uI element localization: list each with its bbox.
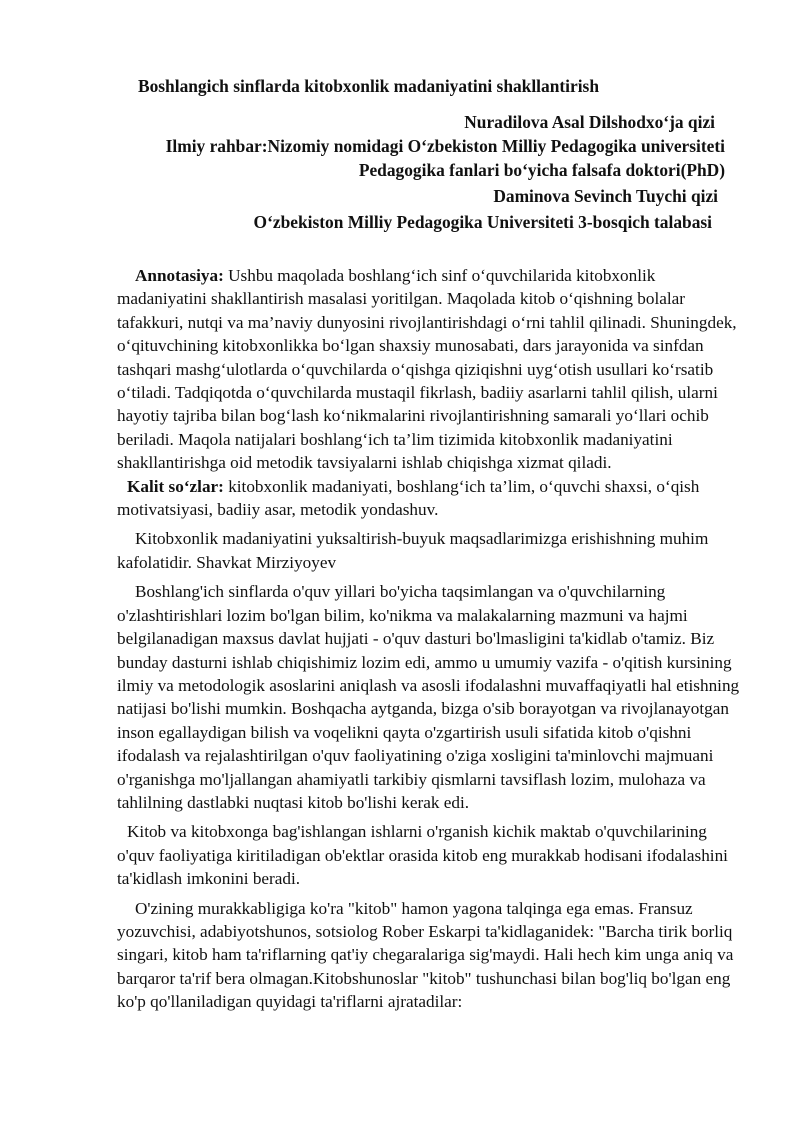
- supervisor-degree: Pedagogika fanlari bo‘yicha falsafa doktori(PhD): [358, 160, 725, 180]
- epigraph-paragraph: Kitobxonlik madaniyatini yuksaltirish-buyuk maqsadlarimizga erishishning muhim kafolatidir. Shavkat Mirziyoyev: [117, 529, 709, 572]
- keywords-text: kitobxonlik madaniyati, boshlang‘ich ta’lim, o‘quvchi shaxsi, o‘qish motivatsiyasi, badiiy asar, metodik yondashuv.: [117, 476, 700, 520]
- coauthor-name: Daminova Sevinch Tuychi qizi: [493, 186, 718, 206]
- author-name: Nuradilova Asal Dilshodxo‘ja qizi: [464, 112, 715, 132]
- coauthor-affiliation: O‘zbekiston Milliy Pedagogika Universiteti 3-bosqich talabasi: [253, 212, 712, 232]
- article-title: Boshlangich sinflarda kitobxonlik madaniyatini shakllantirish: [138, 76, 599, 96]
- body-paragraph: Kitob va kitobxonga bag'ishlangan ishlarni o'rganish kichik maktab o'quvchilarining o'quv faoliyatiga kiritiladigan ob'ektlar orasida kitob eng murakkab hodisani ifodalashini ta'kidlash imkonini beradi.: [117, 822, 728, 889]
- article-body: [117, 264, 747, 1014]
- keywords-paragraph: [117, 475, 747, 522]
- annotation-paragraph: [117, 264, 747, 475]
- supervisor-affiliation: Ilmiy rahbar:Nizomiy nomidagi O‘zbekiston Milliy Pedagogika universiteti: [165, 136, 725, 156]
- annotation-text: Ushbu maqolada boshlang‘ich sinf o‘quvchilarida kitobxonlik madaniyatini shakllantirish masalasi yoritilgan. Maqolada kitob o‘qishning bolalar tafakkuri, nutqi va ma’naviy dunyosini rivojlantirishdagi o‘rni tahlil qilinadi. Shuningdek, o‘qituvchining kitobxonlikka bo‘lgan shaxsiy munosabati, dars jarayonida va sinfdan tashqari mashg‘ulotlarda o‘quvchilarda o‘qishga qiziqishni uyg‘otish usullari ko‘rsatib o‘tiladi. Tadqiqotda o‘quvchilarda mustaqil fikrlash, badiiy asarlarni tahlil qilish, ularni hayotiy tajriba bilan bog‘lash ko‘nikmalarini rivojlantirishning samarali yo‘llari ochib beriladi. Maqola natijalari boshlang‘ich ta’lim tizimida kitobxonlik madaniyatini shakllantirishga oid metodik tavsiyalarni ishlab chiqishga xizmat qiladi.: [117, 266, 737, 473]
- annotation-label: Annotasiya:: [135, 266, 224, 285]
- body-paragraph: O'zining murakkabligiga ko'ra "kitob" hamon yagona talqinga ega emas. Fransuz yozuvchisi, adabiyotshunos, sotsiolog Rober Eskarpi ta'kidlaganidek: "Barcha tirik borliq singari, kitob ham ta'riflarning qat'iy chegaralariga sig'maydi. Hali hech kim unga aniq va barqaror ta'rif bera olmagan.Kitobshunoslar "kitob" tushunchasi bilan bog'liq bo'lgan eng ko'p qo'llaniladigan quyidagi ta'riflarni ajratadilar:: [117, 898, 734, 1012]
- keywords-label: Kalit so‘zlar:: [127, 476, 224, 496]
- body-paragraph: Boshlang'ich sinflarda o'quv yillari bo'yicha taqsimlangan va o'quvchilarning o'zlashtirishlari lozim bo'lgan bilim, ko'nikma va malakalarning mazmuni va hajmi belgilanadigan maxsus davlat hujjati - o'quv dasturi bo'lmasligini ta'kidlab o'tamiz. Biz bunday dasturni ishlab chiqishimiz lozim edi, ammo u umumiy vazifa - o'qitish kursining ilmiy va metodologik asoslarini aniqlash va asosli ifodalashni muvaffaqiyatli hal etishning natijasi bo'lishi mumkin. Boshqacha aytganda, bizga o'sib borayotgan va rivojlanayotgan inson egallaydigan bilish va voqelikni qayta o'zgartirish usuli sifatida kitob o'qishni ifodalash va rejalashtirilgan o'quv faoliyatining o'ziga xosligini ta'minlovchi majmuani o'rganishga mo'ljallangan ahamiyatli tarkibiy qismlarni tavsiflash lozim, mulohaza va tahlilning dastlabki nuqtasi kitob bo'lishi kerak edi.: [117, 582, 740, 812]
